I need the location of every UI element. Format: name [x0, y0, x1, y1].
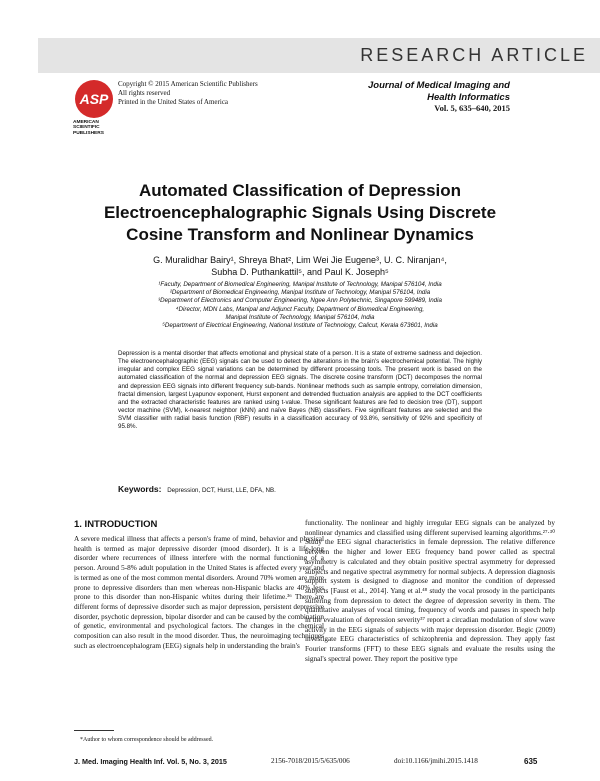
section-heading: 1. INTRODUCTION: [74, 519, 158, 530]
affiliations: [60, 281, 540, 330]
affiliation: ¹Faculty, Department of Biomedical Engineering, Manipal Institute of Technology, Manipal 576104, India: [158, 281, 442, 288]
header-band: [38, 38, 600, 73]
journal-volume: Vol. 5, 635–640, 2015: [434, 103, 510, 113]
journal-title-line-2: Health Informatics: [427, 91, 510, 103]
copyright-notice: Copyright © 2015 American Scientific Publishers All rights reserved Printed in the United States of America: [118, 80, 258, 106]
logo-asp-text: ASP: [79, 91, 109, 107]
affiliation: ³Department of Electronics and Computer Engineering, Ngee Ann Polytechnic, Singapore 599489, India: [158, 297, 442, 305]
article-type-label: RESEARCH ARTICLE: [360, 45, 588, 65]
journal-info: [310, 80, 510, 115]
abstract: Depression is a mental disorder that affects emotional and physical state of a person. It is a state of extreme sadness and dejection. The electroencephalographic (EEG) signals can be used to detect the alterations in the brain's electrochemical potential. The highly irregular and complex EEG signal variations can be determined by different processing tools. The present work is based on the automated classification of the normal and depression EEG signals. The discrete cosine transform (DCT) decomposes the normal and depression EEG signals into different frequency sub-bands. Nonlinear methods such as sample entropy, correlation dimension, fractal dimension, largest Lyapunov exponent, Hurst exponent and detrended fluctuation analysis are applied to the DCT coefficients and the extracted characteristic features are ranked using t-value. These significant features are fed to decision tree (DT), support vector machine (SVM), k-nearest neighbor (kNN) and naïve Bayes (NB) classifiers. Five significant features are selected and the SVM classifier with radial basis function (RBF) results in a classification accuracy of 93.8%, sensitivity of 92% and specificity of 95.8%.: [118, 350, 482, 431]
footer-journal-citation: J. Med. Imaging Health Inf. Vol. 5, No. 3, 2015: [74, 757, 227, 766]
keywords-label: Keywords:: [118, 484, 162, 494]
footnote-divider: [74, 730, 114, 731]
affiliation: Manipal Institute of Technology, Manipal 576104, India: [225, 313, 375, 321]
body-column-left: [74, 519, 324, 651]
footer-doi: doi:10.1166/jmihi.2015.1418: [394, 757, 478, 765]
logo-publisher-name: AMERICAN SCIENTIFIC PUBLISHERS: [73, 120, 104, 136]
article-title: Automated Classification of Depression Electroencephalographic Signals Using Discrete Cosine Transform and Nonlinear Dynamics: [103, 181, 497, 244]
page-number: 635: [524, 757, 538, 766]
footer-issn: 2156-7018/2015/5/635/006: [271, 757, 350, 765]
intro-paragraph-left: A severe medical illness that affects a person's frame of mind, behavior and physical health is termed as major depressive disorder (mood disorder). It is a life-long disorder where recurrences of illness interfere with the normal functioning of a person. Around 5-8% adult population in the United States is affected every year and is termed as one of the most common mental disorders. Around 70% women are more prone to depressive disorders than men whereas non-Hispanic blacks are 40% less prone to this disorder than non-Hispanic whites during their lifetime.³⁶ There are different forms of depressive disorder such as major depression, persistent depressive disorder, psychotic depression, bipolar disorder and can be caused by the combination of genetic, environmental and psychological factors. The changes in the chemical composition can also result in the mood disorder. Thus, the neuroimaging techniques such as electroencephalogram (EEG) signals help in understanding the brain's: [74, 535, 324, 650]
journal-title-line-1: Journal of Medical Imaging and: [368, 80, 510, 91]
affiliation: ⁵Department of Electrical Engineering, National Institute of Technology, Calicut, Kerala 673601, India: [162, 322, 438, 330]
affiliation: ²Department of Biomedical Engineering, Manipal Institute of Technology, Manipal 576104, India: [169, 289, 431, 297]
keywords-list: Depression, DCT, Hurst, LLE, DFA, NB.: [167, 487, 276, 494]
footnote: *Author to whom correspondence should be addressed.: [80, 737, 214, 743]
keywords: [118, 484, 482, 494]
publisher-logo: [75, 80, 115, 134]
body-column-right: functionality. The nonlinear and highly irregular EEG signals can be analyzed by nonlinear dynamics and classified using different supervised learning algorithms.²⁷·³⁰ Study the EEG signal characteristics in female depression. The relative difference between the higher and lower EEG frequency band power called as spectral asymmetry is calculated and they obtain positive spectral asymmetry for depressed subjects and negative spectral asymmetry for normal subjects. A depression diagnosis support system is designed to diagnose and monitor the condition of depressed subjects [Faust et al., 2014]. Yang et al.⁴⁸ study the vocal prosody in the participants suffering from depression to detect the degree of depression severity in them. The quantitative analyses of vocal timing, frequency of words and pauses in speech help in the evaluation of depression severity³⁷ report a circadian modulation of slow wave activity in the EEG signals of subjects with major depression disorder. Begic (2009) investigate EEG characteristics of schizophrenia and depression. They apply fast Fourier transforms (FFT) to these EEG signals and evaluate the results using the signal's spectral power. They report the positive type: [305, 519, 555, 663]
author-list: G. Muralidhar Bairy¹, Shreya Bhat², Lim Wei Jie Eugene³, U. C. Niranjan⁴, Subha D. Puthankattil⁵, and Paul K. Joseph⁵: [153, 255, 447, 277]
affiliation: ⁴Director, MDN Labs, Manipal and Adjunct Faculty, Department of Biomedical Engineering,: [175, 305, 425, 313]
